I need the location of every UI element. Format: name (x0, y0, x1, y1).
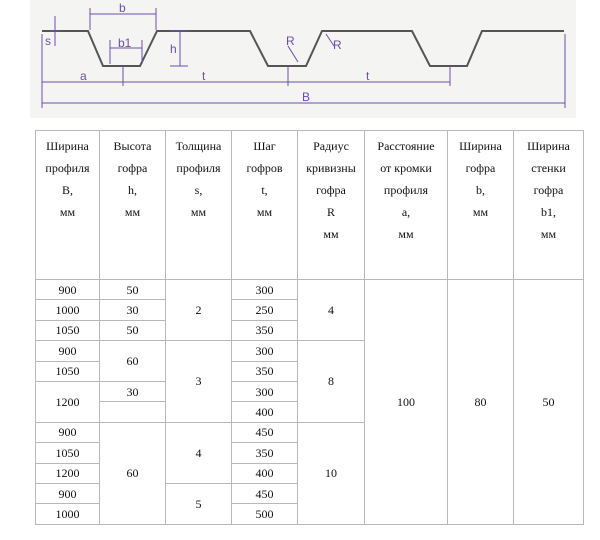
cell-h: 30 (100, 300, 166, 320)
header-corrugation-width-b: Ширина гофра b, мм (448, 131, 514, 280)
cell-s: 5 (166, 483, 232, 524)
cell-B: 1000 (36, 504, 100, 524)
label-h: h (170, 42, 177, 56)
cell-B: 1050 (36, 361, 100, 381)
cell-B: 1050 (36, 320, 100, 340)
header-width-B: Ширина профиля B, мм (36, 131, 100, 280)
cell-B: 1200 (36, 381, 100, 422)
label-a: a (80, 69, 87, 83)
cell-t: 400 (232, 463, 298, 483)
label-t-2: t (366, 69, 370, 83)
cell-t: 350 (232, 361, 298, 381)
cell-t: 450 (232, 422, 298, 442)
cell-t: 450 (232, 483, 298, 503)
cell-s: 4 (166, 422, 232, 483)
label-B: B (302, 90, 311, 104)
cell-t: 250 (232, 300, 298, 320)
cell-h: 60 (100, 422, 166, 524)
cell-t: 500 (232, 504, 298, 524)
cell-R: 4 (298, 280, 365, 341)
table-header-row (36, 131, 584, 280)
cell-h: 60 (100, 341, 166, 382)
label-b: b (119, 1, 126, 15)
cell-R: 10 (298, 422, 365, 524)
cell-B: 1200 (36, 463, 100, 483)
cell-t: 300 (232, 341, 298, 361)
header-edge-distance-a: Расстояние от кромки профиля a, мм (365, 131, 448, 280)
cell-B: 900 (36, 483, 100, 503)
cell-h: 50 (100, 280, 166, 300)
header-wall-width-b1: Ширина стенки гофра b1, мм (514, 131, 584, 280)
header-height-h: Высота гофра h, мм (100, 131, 166, 280)
corrugated-profile-diagram (30, 0, 576, 118)
cell-t: 350 (232, 320, 298, 340)
label-b1: b1 (118, 36, 132, 50)
cell-B: 900 (36, 341, 100, 361)
cell-t: 350 (232, 443, 298, 463)
cell-a: 100 (365, 280, 448, 525)
cell-B: 1000 (36, 300, 100, 320)
cell-h (100, 402, 166, 422)
cell-s: 3 (166, 341, 232, 423)
profile-spec-table (35, 130, 584, 525)
header-thickness-s: Толщина профиля s, мм (166, 131, 232, 280)
cell-b: 80 (448, 280, 514, 525)
cell-b1: 50 (514, 280, 584, 525)
cell-B: 1050 (36, 443, 100, 463)
label-R-2: R (333, 38, 342, 52)
header-radius-R: Радиус кривизны гофра R мм (298, 131, 365, 280)
table-row (36, 280, 584, 300)
cell-B: 900 (36, 280, 100, 300)
cell-h: 30 (100, 381, 166, 401)
cell-t: 300 (232, 280, 298, 300)
cell-B: 900 (36, 422, 100, 442)
label-t-1: t (202, 69, 206, 83)
cell-R: 8 (298, 341, 365, 423)
label-R-1: R (286, 34, 295, 48)
cell-t: 400 (232, 402, 298, 422)
label-s: s (45, 34, 51, 48)
profile-drawing (30, 0, 576, 118)
cell-t: 300 (232, 381, 298, 401)
header-pitch-t: Шаг гофров t, мм (232, 131, 298, 280)
cell-h: 50 (100, 320, 166, 340)
cell-s: 2 (166, 280, 232, 341)
